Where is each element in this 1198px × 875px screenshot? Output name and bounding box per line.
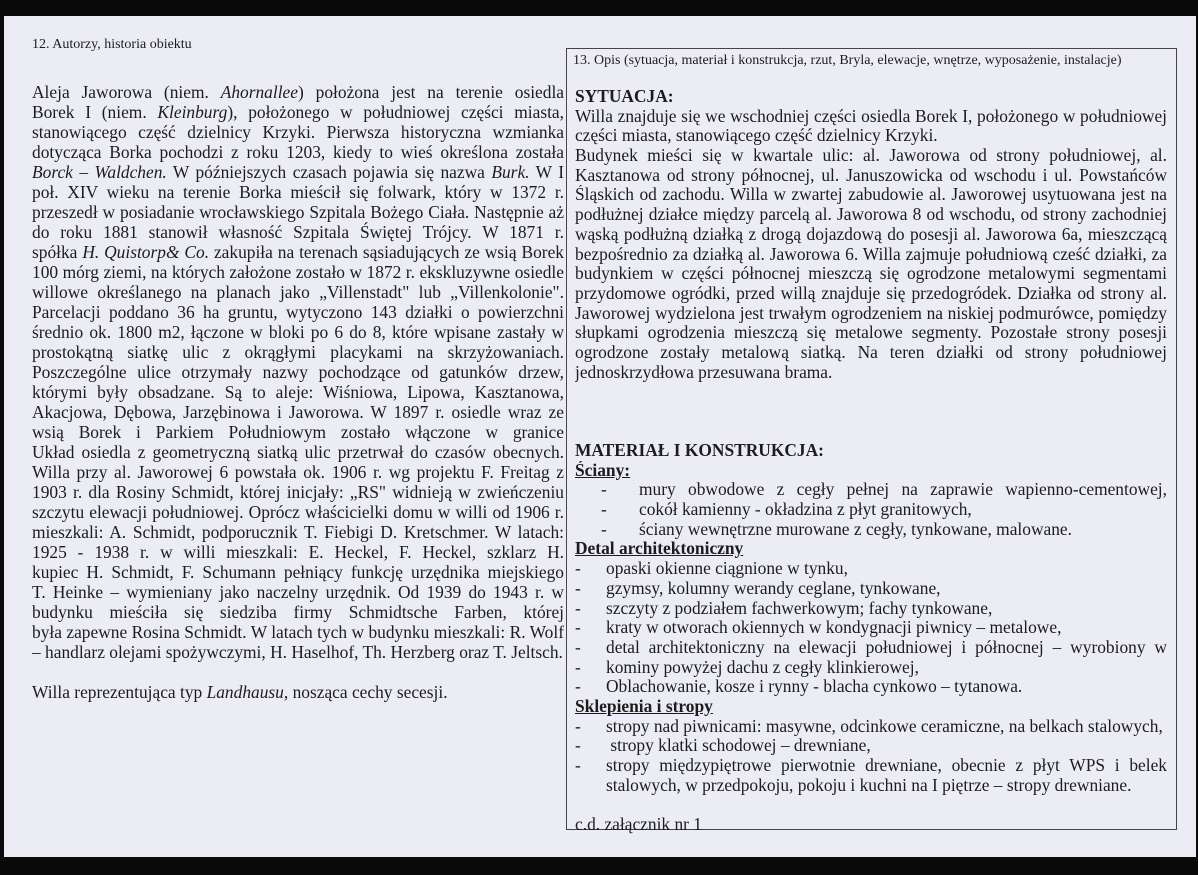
section-13-box [566,48,1177,835]
history-line: którymi były obsadzane. Są to aleje: Wiśniowa, Lipowa, Kasztanowa, [32,382,564,402]
history-line: Borck – Waldchen. W późniejszych czasach pojawia się nazwa Burk. W I [32,162,564,182]
history-line: mieszkali: A. Schmidt, podporucznik T. Fiebigi D. Kretschmer. W latach: [32,522,564,542]
details-item [575,677,1167,697]
history-line: willowe określanego na planach jako „Villenstadt" lub „Villenkolonie". [32,282,564,302]
item-text: gzymsy, kolumny werandy ceglane, tynkowane, [606,578,941,598]
history-line: Borek I (niem. Kleinburg), położonego w południowej części miasta, [32,102,564,122]
description-text [575,87,1167,835]
situation-line: słupkami ogrodzenia mieszczą się metalowe segmenty. Pozostałe strony posesji [575,323,1167,343]
history-line: Układ osiedla z geometryczną siatką ulic przetrwał do czasów obecnych. [32,442,564,462]
bullet-dash: - [575,716,581,736]
bullet-dash: - [575,598,581,618]
situation-line: podłużnej działce między parcelą al. Jaworowa 8 od wschodu, od strony zachodniej [575,205,1167,225]
item-text: stropy klatki schodowej – drewniane, [606,736,871,756]
item-text: cokół kamienny - okładzina z płyt granitowych, [639,500,972,520]
history-line: szczytu elewacji południowej. Oprócz właścicielki domu w willi od 1906 r. [32,502,564,522]
bullet-dash: - [601,500,607,520]
history-line: 1925 - 1938 r. w willi mieszkali: E. Heckel, F. Heckel, szklarz H. [32,542,564,562]
history-line: budynku mieściła się siedziba firmy Schmidtsche Farben, której [32,602,564,622]
section-13-heading: 13. Opis (sytuacja, materiał i konstrukcja, rzut, Bryla, elewacje, wnętrze, wyposażenie, instalacje) [573,53,1122,68]
history-line: 100 mórg ziemi, na których założone zostało w 1872 r. ekskluzywne osiedle [32,262,564,282]
item-text: ściany wewnętrzne murowane z cegły, tynkowane, malowane. [639,519,1072,539]
bullet-dash: - [575,756,581,775]
history-line: – handlarz olejami spożywczymi, H. Haselhof, Th. Herzberg oraz T. Jeltsch. [32,642,563,662]
bullet-dash: - [575,618,581,638]
details-item [575,618,1167,638]
walls-item [575,480,1167,500]
item-text: detal architektoniczny na elewacji południowej i północnej – wyrobiony w [606,637,1167,657]
ceilings-item [575,756,1167,776]
walls-item [575,520,1167,540]
footer-note: c.d. załącznik nr 1 [575,815,702,835]
history-line: średnio ok. 1800 m2, łączone w bloki po 6 do 8, które wpisane zastały w [32,322,564,342]
situation-line: Budynek mieści się w kwartale ulic: al. Jaworowa od strony południowej, al. [575,146,1167,166]
details-item [575,559,1167,579]
bullet-dash: - [601,519,607,539]
bullet-dash: - [575,657,581,677]
history-line: Akacjowa, Dębowa, Jarzębinowa i Jaworowa. W 1897 r. osiedle wraz ze [32,402,564,422]
history-line: stanowiącego część dzielnicy Krzyki. Pierwsza historyczna wzmianka [32,122,564,142]
bullet-dash: - [601,480,607,500]
history-line: Parcelacji poddano 36 ha gruntu, wytyczono 143 działki o powierzchni [32,302,564,322]
details-item [575,658,1167,678]
details-item [575,599,1167,619]
details-item [575,638,1167,658]
situation-line: ogrodzone zostały metalową siatką. Na teren działki od strony południowej [575,342,1167,362]
bullet-dash: - [575,637,581,657]
history-line: Willa przy al. Jaworowej 6 powstała ok. 1906 r. wg projektu F. Freitag z [32,462,564,482]
history-line: kupiec H. Schmidt, F. Schumann pełniący funkcję urzędnika miejskiego [32,562,564,582]
document-page [4,16,1196,857]
ceilings-item [575,717,1167,737]
history-line: była zapewne Rosina Schmidt. W latach tych w budynku mieszkali: R. Wolf [32,622,564,642]
history-line: spółka H. Quistorp& Co. zakupiła na terenach sąsiadujących ze wsią Borek [32,242,564,262]
details-item [575,579,1167,599]
item-text: kraty w otworach okiennych w kondygnacji piwnicy – metalowe, [606,618,1062,638]
item-text: Oblachowanie, kosze i rynny - blacha cynkowo – tytanowa. [606,677,1023,697]
history-line: prostokątną siatkę ulic z okrągłymi placykami na skrzyżowaniach. [32,342,564,362]
history-line: Poszczególne ulice otrzymały nazwy pochodzące od gatunków drzew, [32,362,564,382]
situation-line: Śląskich od zachodu. Willa w zwartej zabudowie al. Jaworowej usytuowana jest na [575,185,1167,205]
style-summary: Willa reprezentująca typ Landhausu, nosząca cechy secesji. [32,682,448,702]
history-line: poł. XIV wieku na terenie Borka mieścił się folwark, który w 1372 r. [32,182,564,202]
section-12-heading: 12. Autorzy, historia obiektu [32,37,192,52]
bullet-dash: - [575,559,581,579]
item-text: kominy powyżej dachu z cegły klinkierowej, [606,657,919,677]
history-line: przeszedł w posiadanie wrocławskiego Szpitala Bożego Ciała. Następnie aż [32,202,564,222]
history-line: dotycząca Borka pochodzi z roku 1203, kiedy to wieś określona została [32,142,564,162]
walls-title: Ściany: [575,460,631,480]
history-text [32,82,564,702]
history-line: wsią Borek i Parkiem Południowym zostało włączone w granice [32,422,564,442]
situation-line: Willa znajduje się we wschodniej części osiedla Borek I, położonego w południowej [575,106,1167,126]
detail-title: Detal architektoniczny [575,539,744,559]
ceilings-continuation: stalowych, w przedpokoju, pokoju i kuchni na I piętrze – stropy drewniane. [606,775,1132,795]
situation-line: budynkiem w części północnej mieszczą się ogrodzone metalowymi segmentami [575,264,1167,284]
history-line: 1903 r. dla Rosiny Schmidt, której inicjały: „RS" widnieją w zwieńczeniu [32,482,564,502]
bullet-dash: - [575,677,581,697]
situation-line: Jaworowej wydzielona jest trwałym ogrodzeniem na niskiej podmurówce, pomiędzy [575,303,1167,323]
situation-line: jednoskrzydłowa przesuwana brama. [575,362,833,382]
item-text: stropy międzypiętrowe pierwotnie drewniane, obecnie z płyt WPS i belek [606,756,1167,775]
material-title: MATERIAŁ I KONSTRUKCJA: [575,441,824,460]
situation-line: części miasta, stanowiącego część dzielnicy Krzyki. [575,126,938,146]
item-text: stropy nad piwnicami: masywne, odcinkowe ceramiczne, na belkach stalowych, [606,716,1163,736]
history-line: T. Heinke – wymieniany jako naczelny urzędnik. Od 1939 do 1943 r. w [32,582,564,602]
situation-line: bezpośrednio za działką al. Jaworowa 6. Willa zajmuje południową cześć działki, za [575,244,1167,264]
walls-item [575,500,1167,520]
item-text: opaski okienne ciągnione w tynku, [606,559,848,579]
history-line: do roku 1881 stanowił własność Szpitala Świętej Trójcy. W 1871 r. [32,222,564,242]
ceilings-item [575,736,1167,756]
item-text: szczyty z podziałem fachwerkowym; fachy tynkowane, [606,598,993,618]
situation-line: przydomowe ogródki, przed willą znajduje się przedogródek. Działka od strony al. [575,283,1167,303]
ceilings-title: Sklepienia i stropy [575,696,713,716]
bullet-dash: - [575,578,581,598]
situation-title: SYTUACJA: [575,87,674,106]
item-text: mury obwodowe z cegły pełnej na zaprawie wapienno-cementowej, [639,480,1167,500]
situation-line: Kasztanowa od strony północnej, ul. Januszowicka od wschodu i ul. Powstańców [575,165,1167,185]
situation-line: wąską podłużną działką z drogą dojazdową do posesji al. Jaworowa 6a, mieszczącą [575,224,1167,244]
bullet-dash: - [575,736,581,756]
history-line: Aleja Jaworowa (niem. Ahornallee) położona jest na terenie osiedla [32,82,564,102]
